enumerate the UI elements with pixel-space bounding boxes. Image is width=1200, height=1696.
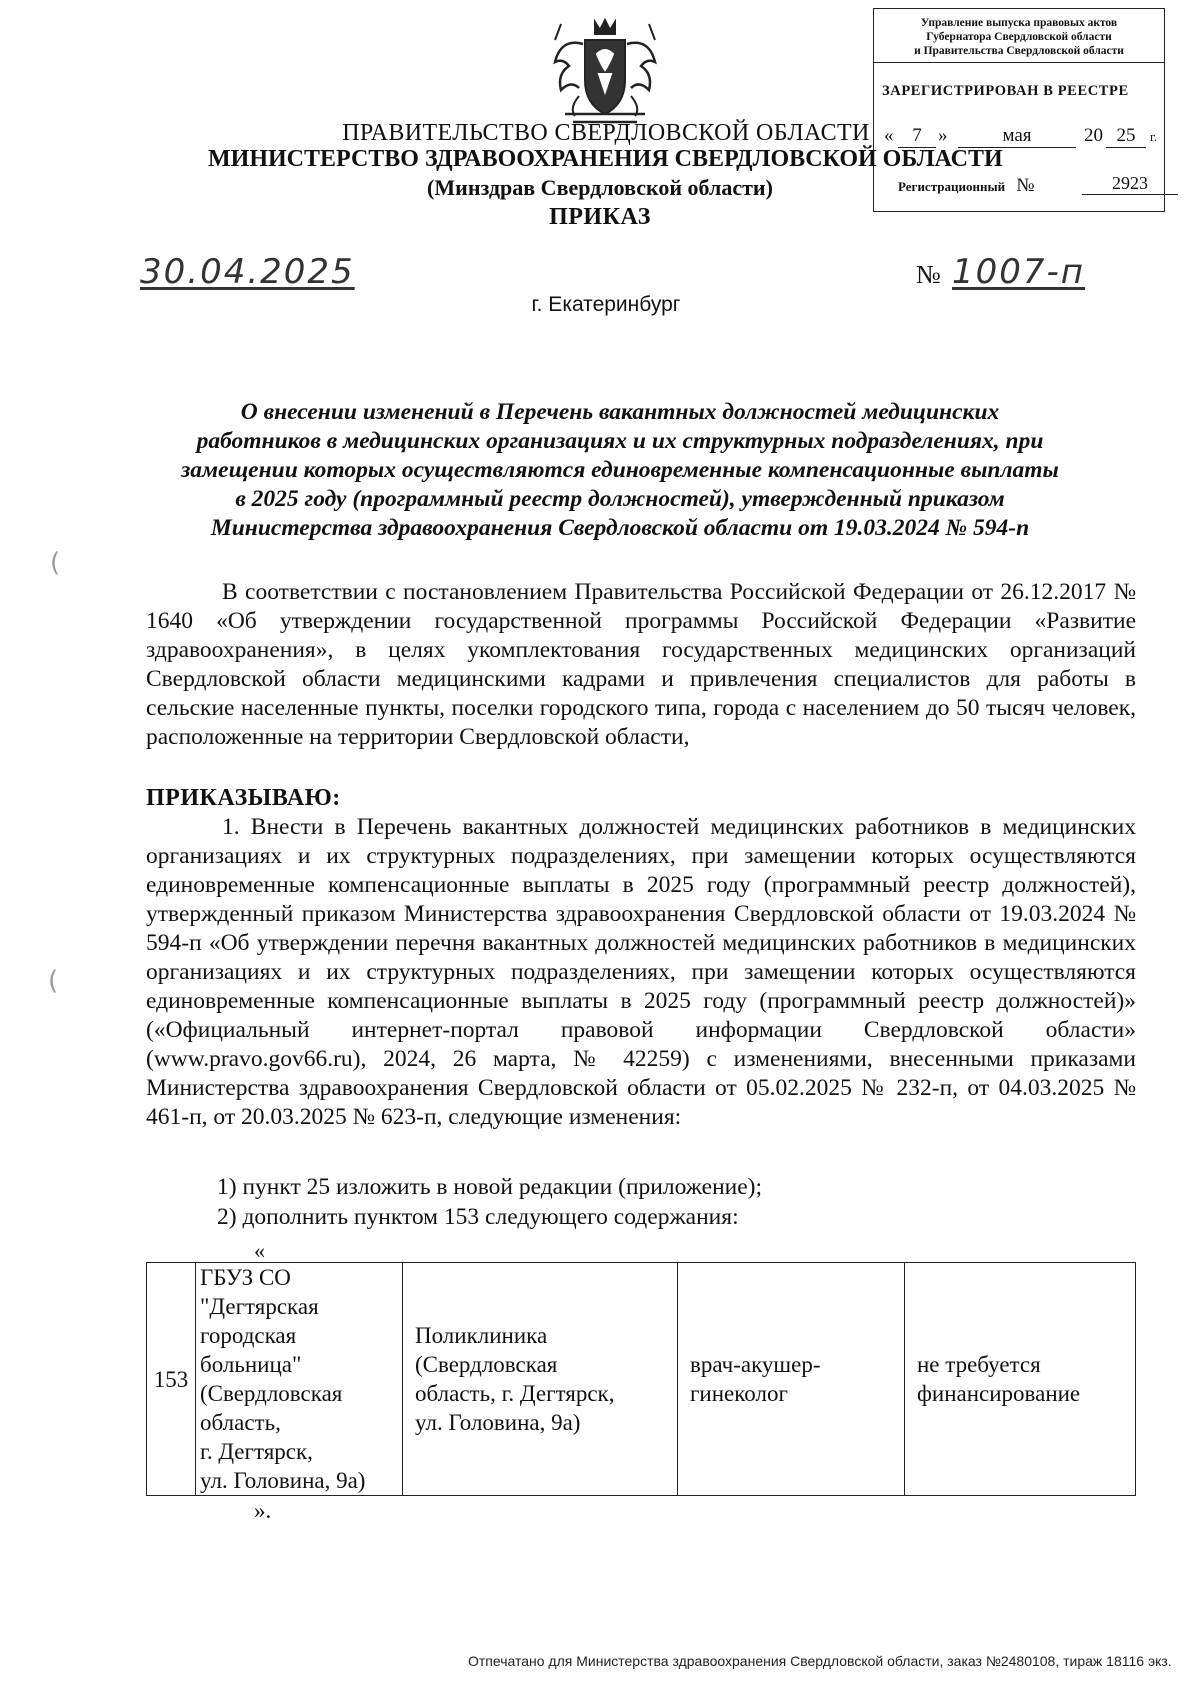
table-row: [147, 1263, 1136, 1496]
sub-item-2: 2) дополнить пунктом 153 следующего содержания:: [217, 1204, 739, 1230]
stamp-header-line: Управление выпуска правовых актов: [920, 17, 1118, 29]
stamp-reg-label: Регистрационный: [898, 179, 1006, 194]
organization-line: (Свердловская: [200, 1381, 343, 1406]
stamp-reg-number: 2923: [1082, 173, 1178, 195]
handwritten-date: 30.04.2025: [140, 252, 355, 292]
position-cell: [678, 1263, 905, 1496]
department-line: Поликлиника: [415, 1323, 548, 1348]
department-line: (Свердловская: [415, 1352, 558, 1377]
city: г. Екатеринбург: [531, 293, 681, 316]
order-word: ПРИКАЗЫВАЮ:: [146, 785, 341, 811]
coat-of-arms-icon: [545, 18, 665, 130]
government-heading: ПРАВИТЕЛЬСТВО СВЕРДЛОВСКОЙ ОБЛАСТИ: [342, 120, 870, 146]
document-title: [140, 398, 1100, 543]
position-line: врач-акушер-: [690, 1352, 821, 1377]
organization-line: больница": [200, 1352, 302, 1377]
preamble-text: В соответствии с постановлением Правительства Российской Федерации от 26.12.2017 № 1640 «Об утверждении государственной программы Российской Федерации «Развитие здравоохранения», в целях укомплектования государственных медицинских организаций Свердловской области медицинскими кадрами и привлечения специалистов для работы в сельские населенные пункты, поселки городского типа, города с населением до 50 тысяч человек, расположенные на территории Свердловской области,: [146, 579, 1136, 750]
stamp-day: 7: [898, 125, 936, 148]
quote-open: «: [254, 1238, 265, 1263]
quote-close: ».: [254, 1498, 272, 1523]
organization-cell: [196, 1263, 403, 1496]
title-line: О внесении изменений в Перечень вакантных должностей медицинских: [240, 399, 1000, 425]
organization-line: городская: [200, 1323, 297, 1348]
stamp-year-prefix: 20: [1084, 125, 1103, 146]
inserted-table: [146, 1262, 1136, 1496]
stamp-quote-open: «: [884, 125, 894, 146]
document-type: ПРИКАЗ: [549, 204, 651, 230]
number-sign: №: [916, 260, 941, 289]
order-item-1: [146, 813, 1136, 1132]
row-number: 153: [147, 1263, 196, 1496]
stamp-header-line: Губернатора Свердловской области: [926, 31, 1112, 43]
organization-line: "Дегтярская: [200, 1294, 319, 1319]
title-line: работников в медицинских организациях и их структурных подразделениях, при: [196, 428, 1044, 454]
stamp-month: мая: [958, 125, 1076, 148]
preamble: [146, 578, 1136, 752]
financing-line: финансирование: [917, 1381, 1081, 1406]
stamp-quote-close: »: [938, 125, 948, 146]
department-line: ул. Головина, 9а): [415, 1410, 581, 1435]
title-line: замещении которых осуществляются единовременные компенсационные выплаты: [181, 457, 1059, 483]
item-1-text: 1. Внести в Перечень вакантных должностей медицинских работников в медицинских организациях и их структурных подразделениях, при замещении которых осуществляются единовременные компенсационные выплаты в 2025 году (программный реестр должностей), утвержденный приказом Министерства здравоохранения Свердловской области от 19.03.2024 № 594-п «Об утверждении перечня вакантных должностей медицинских работников в медицинских организациях и их структурных подразделениях, при замещении которых осуществляются единовременные компенсационные выплаты в 2025 году (программный реестр должностей)» («Официальный интернет-портал правовой информации Свердловской области» (www.pravo.gov66.ru), 2024, 26 марта, № 42259) с изменениями, внесенными приказами Министерства здравоохранения Свердловской области от 05.02.2025 № 232-п, от 04.03.2025 № 461-п, от 20.03.2025 № 623-п, следующие изменения:: [146, 814, 1136, 1130]
stamp-registered-label: ЗАРЕГИСТРИРОВАН В РЕЕСТРЕ: [882, 83, 1129, 99]
print-footer: Отпечатано для Министерства здравоохранения Свердловской области, заказ №2480108, тираж 18116 экз.: [468, 1653, 1172, 1669]
position-line: гинеколог: [690, 1381, 788, 1406]
ministry-short-name: (Минздрав Свердловской области): [427, 175, 773, 200]
financing-line: не требуется: [917, 1352, 1041, 1377]
stamp-header-line: и Правительства Свердловской области: [914, 45, 1124, 57]
ministry-heading: МИНИСТЕРСТВО ЗДРАВООХРАНЕНИЯ СВЕРДЛОВСКОЙ ОБЛАСТИ: [208, 146, 1003, 172]
stamp-year-unit: г.: [1150, 129, 1158, 144]
title-line: Министерства здравоохранения Свердловской области от 19.03.2024 № 594-п: [210, 515, 1030, 541]
handwritten-number: 1007-п: [952, 252, 1086, 292]
title-line: в 2025 году (программный реестр должностей), утвержденный приказом: [235, 486, 1005, 512]
scan-artifact: (: [48, 966, 59, 996]
stamp-header: [874, 9, 1164, 63]
organization-line: область,: [200, 1410, 281, 1435]
organization-line: ул. Головина, 9а): [200, 1468, 366, 1493]
stamp-year-suffix: 25: [1106, 125, 1146, 148]
sub-item-1: 1) пункт 25 изложить в новой редакции (приложение);: [217, 1174, 763, 1200]
scan-artifact: (: [50, 548, 61, 578]
organization-line: г. Дегтярск,: [200, 1439, 313, 1464]
financing-cell: [905, 1263, 1136, 1496]
stamp-no-sign: №: [1016, 175, 1035, 196]
department-line: область, г. Дегтярск,: [415, 1381, 615, 1406]
organization-line: ГБУЗ СО: [200, 1265, 291, 1290]
department-cell: [403, 1263, 678, 1496]
